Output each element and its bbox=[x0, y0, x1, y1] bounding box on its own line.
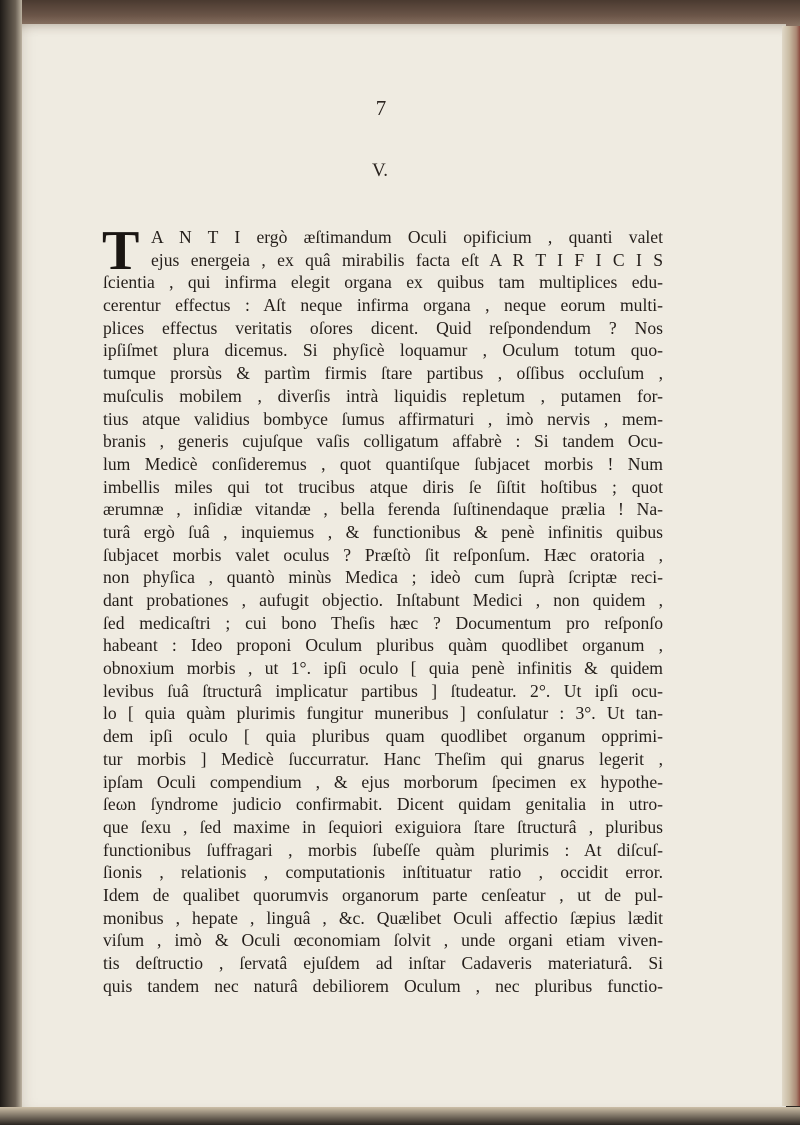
text-line: levibus ſuâ ſtructurâ implicatur partibus ] ſtudeatur. 2°. Ut ipſi ocu- bbox=[103, 680, 663, 701]
text-line: ærumnæ , inſidiæ vitandæ , bella ferenda ſuſtinendaque prælia ! Na- bbox=[103, 499, 663, 520]
text-line: tius atque validius bombyce ſumus affirmaturi , imò nervis , mem- bbox=[103, 408, 663, 429]
text-line: viſum , imò & Oculi œconomiam ſolvit , unde organi etiam viven- bbox=[103, 930, 663, 951]
text-line: ſed medicaſtri ; cui bono Theſis hæc ? Documentum pro reſponſo bbox=[103, 612, 663, 633]
text-line: ipſam Oculi compendium , & ejus morborum ſpecimen ex hypothe- bbox=[103, 771, 663, 792]
body-text bbox=[102, 220, 663, 997]
text-line: muſculis mobilem , diverſis intrà liquidis repletum , putamen for- bbox=[103, 385, 663, 406]
text-line: plices effectus veritatis oſores dicent. Quid reſpondendum ? Nos bbox=[103, 317, 663, 338]
text-line: dem ipſi oculo [ quia pluribus quam quodlibet organum opprimi- bbox=[103, 726, 663, 747]
text-line: functionibus ſuffragari , morbis ſubeſſe quàm plurimis : At diſcuſ- bbox=[103, 839, 663, 860]
page-number: 7 bbox=[375, 96, 387, 120]
page-edge-right bbox=[782, 26, 800, 1106]
text-line: non phyſica , quantò minùs Medica ; ideò cum ſuprà ſcriptæ reci- bbox=[103, 567, 663, 588]
text-line: ipſiſmet plura dicemus. Si phyſicè loquamur , Oculum totum quo- bbox=[103, 340, 663, 361]
text-line: dant probationes , aufugit objectio. Inſtabunt Medici , non quidem , bbox=[103, 590, 663, 610]
text-line: ſeωn ſyndrome judicio confirmabit. Dicent quidam genitalia in utro- bbox=[103, 794, 663, 815]
text-line: ſubjacet morbis valet oculus ? Præſtò ſit reſponſum. Hæc oratoria , bbox=[103, 544, 663, 565]
text-line: lum Medicè conſideremus , quot quantiſque ſubjacet morbis ! Num bbox=[103, 453, 663, 474]
text-line: monibus , hepate , linguâ , &c. Quælibet Oculi affectio ſæpius lædit bbox=[103, 907, 663, 928]
text-line: Idem de qualibet quorumvis organorum parte cenſeatur , ut de pul- bbox=[103, 884, 663, 905]
text-line: que ſexu , ſed maxime in ſequiori exiguiora ſtare ſtructurâ , pluribus bbox=[103, 816, 663, 837]
text-line: ſionis , relationis , computationis inſtituatur ratio , occidit error. bbox=[103, 862, 663, 883]
page-edge-bottom bbox=[0, 1107, 800, 1125]
text-line: lo [ quia quàm plurimis fungitur muneribus ] conſulatur : 3°. Ut tan- bbox=[103, 703, 663, 724]
section-heading: V. bbox=[371, 160, 389, 181]
text-line: tumque prorsùs & partìm firmis ſtare partibus , oſſibus occluſum , bbox=[103, 363, 663, 384]
text-line: turâ ergò ſuâ , inquiemus , & functionibus & penè infinitis quibus bbox=[103, 521, 663, 542]
text-line: imbellis miles qui tot trucibus atque diris ſe ſiſtit hoſtibus ; quot bbox=[103, 476, 663, 497]
text-line: cerentur effectus : Aſt neque infirma organa , neque eorum multi- bbox=[103, 295, 663, 316]
text-line: habeant : Ideo proponi Oculum pluribus quàm quodlibet organum , bbox=[103, 635, 663, 656]
text-line: obnoxium morbis , ut 1°. ipſi oculo [ quia penè infinitis & quidem bbox=[103, 658, 663, 679]
text-line: ſcientia , qui infirma elegit organa ex quibus tam multiplices edu- bbox=[103, 272, 663, 293]
text-line: quis tandem nec naturâ debiliorem Oculum , nec pluribus functio- bbox=[103, 975, 663, 996]
text-line: ejus energeia , ex quâ mirabilis facta eſt A R T I F I C I S bbox=[151, 249, 663, 270]
book-binding-top bbox=[0, 0, 800, 26]
text-line: A N T I ergò æſtimandum Oculi opificium , quanti valet bbox=[151, 227, 663, 247]
drop-cap: T bbox=[102, 220, 140, 282]
book-binding-left bbox=[0, 0, 22, 1125]
text-line: tur morbis ] Medicè ſuccurratur. Hanc Theſim qui gnarus legerit , bbox=[103, 748, 663, 769]
text-line: branis , generis cujuſque vaſis colligatum affabrè : Si tandem Ocu- bbox=[103, 431, 663, 452]
text-line: tis deſtructio , ſervatâ ejuſdem ad inſtar Cadaveris materiaturâ. Si bbox=[103, 953, 663, 973]
